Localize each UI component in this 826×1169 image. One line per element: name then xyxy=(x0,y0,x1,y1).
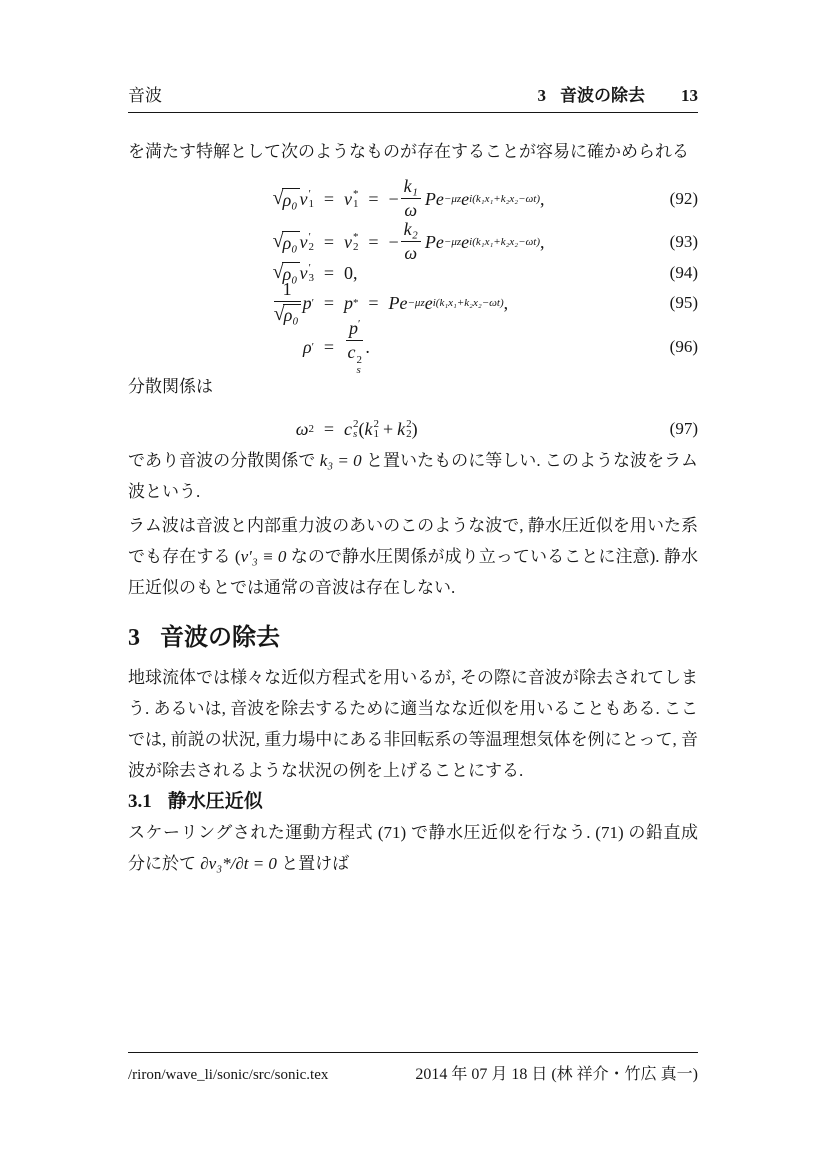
variable: ρ xyxy=(302,336,312,357)
subsection-title: 静水圧近似 xyxy=(167,791,263,812)
exp-base: e xyxy=(461,231,470,252)
denominator xyxy=(346,341,363,375)
minus-sign: − xyxy=(388,188,399,209)
superscript: * xyxy=(353,231,359,243)
header-doc-title: 音波 xyxy=(128,86,162,105)
header-page-number: 13 xyxy=(681,86,698,105)
numerator xyxy=(346,319,363,341)
equals-sign: = xyxy=(368,231,379,252)
paragraph-section31 xyxy=(128,817,698,879)
numerator: 1 xyxy=(274,280,301,302)
minus-sign: − xyxy=(388,231,399,252)
radicand: ρ₀ xyxy=(282,232,298,253)
header-right xyxy=(538,81,699,106)
exp-base: e xyxy=(435,188,444,209)
variable: p xyxy=(349,318,358,339)
radicand: ρ₀ xyxy=(282,189,298,210)
equation-rhs xyxy=(344,319,670,375)
subsection-number: 3.1 xyxy=(128,791,152,812)
equation-lhs: ω 2 xyxy=(295,418,314,439)
equation-rhs: v * 2 = − $\frac{\text{k₂}}{\omega}$ P e −μz e i(k₁x₁+k₂x₂−ωt) , xyxy=(344,219,545,263)
equation-number: (93) xyxy=(669,232,698,251)
coefficient: P xyxy=(424,231,436,252)
subscript: 2 xyxy=(406,428,412,440)
equation-number: (95) xyxy=(669,293,698,312)
exp-base: e xyxy=(424,292,433,313)
paragraph-section3: 地球流体では様々な近似方程式を用いるが, その際に音波が除去されてしまう. あるいは, 音波を除去するために適当なな近似を用いることもある. ここでは, 前説の状況, 重力場中にある非回転系の等温理想気体を例にとって, 音波が除去されるような状況の例を上げることにする. xyxy=(128,668,698,780)
exp-base: e xyxy=(399,292,408,313)
superscript: 2 xyxy=(356,353,362,366)
variable: c xyxy=(344,418,352,439)
equation-number: (94) xyxy=(669,263,698,282)
equals-sign: = xyxy=(323,336,335,357)
square-root xyxy=(273,188,300,211)
subscript: 2 xyxy=(353,241,359,253)
equation-rhs: v * 1 = − $\frac{\text{k₁}}{\omega}$ P e −μz e i(k₁x₁+k₂x₂−ωt) , xyxy=(344,176,545,220)
open-paren: ( xyxy=(358,418,365,439)
page-header xyxy=(128,84,698,113)
subscript: 1 xyxy=(308,198,314,210)
variable: v xyxy=(299,262,308,283)
equation-lhs: ρ ′ xyxy=(302,336,314,357)
punctuation: , xyxy=(503,292,509,313)
variable: k xyxy=(397,418,406,439)
punctuation: , xyxy=(540,188,545,209)
subscript: 3 xyxy=(308,272,314,284)
text-segment: ラム波は音波と内部重力波のあいのこのような波で, 静水圧近似を用いた系でも存在する ( xyxy=(128,516,698,566)
inline-math: v′₃ ≡ 0 xyxy=(240,547,287,566)
subsection-3-1-heading xyxy=(128,786,698,813)
value: 0, xyxy=(344,262,358,283)
radicand: ρ₀ xyxy=(282,263,298,284)
equation-lhs xyxy=(128,188,314,211)
text-segment: と置けば xyxy=(276,854,350,873)
paragraph-intro: を満たす特解として次のようなものが存在することが容易に確かめられる xyxy=(128,142,689,161)
equals-sign: = xyxy=(323,188,335,209)
variable: p xyxy=(344,292,353,313)
page-footer xyxy=(128,1052,698,1084)
inline-math: ∂v₃*/∂t = 0 xyxy=(200,854,277,873)
superscript: ′ xyxy=(308,231,311,243)
punctuation: , xyxy=(540,231,545,252)
subscript: 1 xyxy=(353,198,359,210)
text-segment: スケーリングされた運動方程式 (71) で静水圧近似を行なう. (71) の鉛直成分に於て xyxy=(128,823,698,873)
punctuation: . xyxy=(365,336,370,357)
superscript: ′ xyxy=(358,318,361,331)
variable: p xyxy=(302,292,312,313)
sqrt-symbol: √ xyxy=(272,260,284,283)
superscript: ′ xyxy=(308,262,311,274)
fraction xyxy=(401,177,421,221)
paragraph-lamb xyxy=(128,445,698,507)
inline-math: k₃ = 0 xyxy=(319,451,362,470)
variable: v xyxy=(299,231,308,252)
equation-number: (96) xyxy=(669,337,698,356)
superscript: ′ xyxy=(308,188,311,200)
exp-base: e xyxy=(435,231,444,252)
equation-93 xyxy=(128,219,698,265)
paragraph-dispersion-label: 分散関係は xyxy=(128,377,213,396)
variable: v xyxy=(344,231,352,252)
subscript: 2 xyxy=(308,241,314,253)
variable: v xyxy=(299,188,308,209)
subscript: 1 xyxy=(373,428,379,440)
subscript: s xyxy=(356,363,361,376)
paragraph-lamb2 xyxy=(128,510,698,603)
text-segment: であり音波の分散関係で xyxy=(128,451,320,470)
header-section-title: 音波の除去 xyxy=(560,86,645,105)
numerator: k₂ xyxy=(401,220,421,242)
close-paren: ) xyxy=(411,418,418,439)
radicand: ρ₀ xyxy=(283,305,299,325)
denominator xyxy=(274,302,301,326)
superscript: 2 xyxy=(406,418,412,430)
subscript: s xyxy=(353,428,358,440)
variable: v xyxy=(344,188,352,209)
equation-rhs xyxy=(344,419,670,440)
equals-sign: = xyxy=(323,262,335,283)
superscript: * xyxy=(353,188,359,200)
footer-source-path: /riron/wave_li/sonic/src/sonic.tex xyxy=(128,1067,329,1083)
section-number: 3 xyxy=(128,625,140,651)
square-root xyxy=(274,304,301,326)
equation-number: (92) xyxy=(669,189,698,208)
section-3-heading xyxy=(128,617,698,652)
equation-97 xyxy=(128,414,698,444)
equals-sign: = xyxy=(323,418,335,439)
square-root xyxy=(273,231,300,254)
equals-sign: = xyxy=(368,188,379,209)
variable: ω xyxy=(295,418,309,439)
equation-96 xyxy=(128,318,698,376)
coefficient: P xyxy=(424,188,436,209)
numerator: k₁ xyxy=(401,177,421,199)
equation-92 xyxy=(128,176,698,222)
denominator: ω xyxy=(404,200,418,220)
equation-number: (97) xyxy=(669,419,698,438)
fraction xyxy=(401,220,421,264)
equation-lhs xyxy=(128,231,314,254)
exp-base: e xyxy=(461,188,470,209)
fraction xyxy=(274,280,301,326)
section-title: 音波の除去 xyxy=(160,625,280,651)
equation-rhs: p * = P e −μz e i(k₁x₁+k₂x₂−ωt) , xyxy=(344,292,509,313)
footer-date-authors: 2014 年 07 月 18 日 (林 祥介・竹広 真一) xyxy=(415,1066,698,1083)
variable: c xyxy=(347,341,356,362)
scripts xyxy=(374,419,380,439)
text-segment: と置いたものに等しい. このような波をラム波という. xyxy=(128,451,698,501)
equation-lhs: 1 √ ρ₀ p ′ xyxy=(273,279,314,325)
equals-sign: = xyxy=(368,292,379,313)
text-segment: なので静水圧関係が成り立っていることに注意). 静水圧近似のもとでは通常の音波は存在しない. xyxy=(128,547,698,597)
fraction xyxy=(346,319,363,375)
header-section-number: 3 xyxy=(537,86,546,105)
coefficient: P xyxy=(388,292,400,313)
equals-sign: = xyxy=(323,292,335,313)
superscript: 2 xyxy=(353,418,359,430)
sqrt-symbol: √ xyxy=(273,303,285,325)
sqrt-symbol: √ xyxy=(272,229,284,252)
variable: k xyxy=(364,418,373,439)
equals-sign: = xyxy=(323,231,335,252)
superscript: 2 xyxy=(373,418,379,430)
denominator: ω xyxy=(404,243,418,263)
sqrt-symbol: √ xyxy=(272,186,284,209)
plus-sign: + xyxy=(383,418,394,439)
